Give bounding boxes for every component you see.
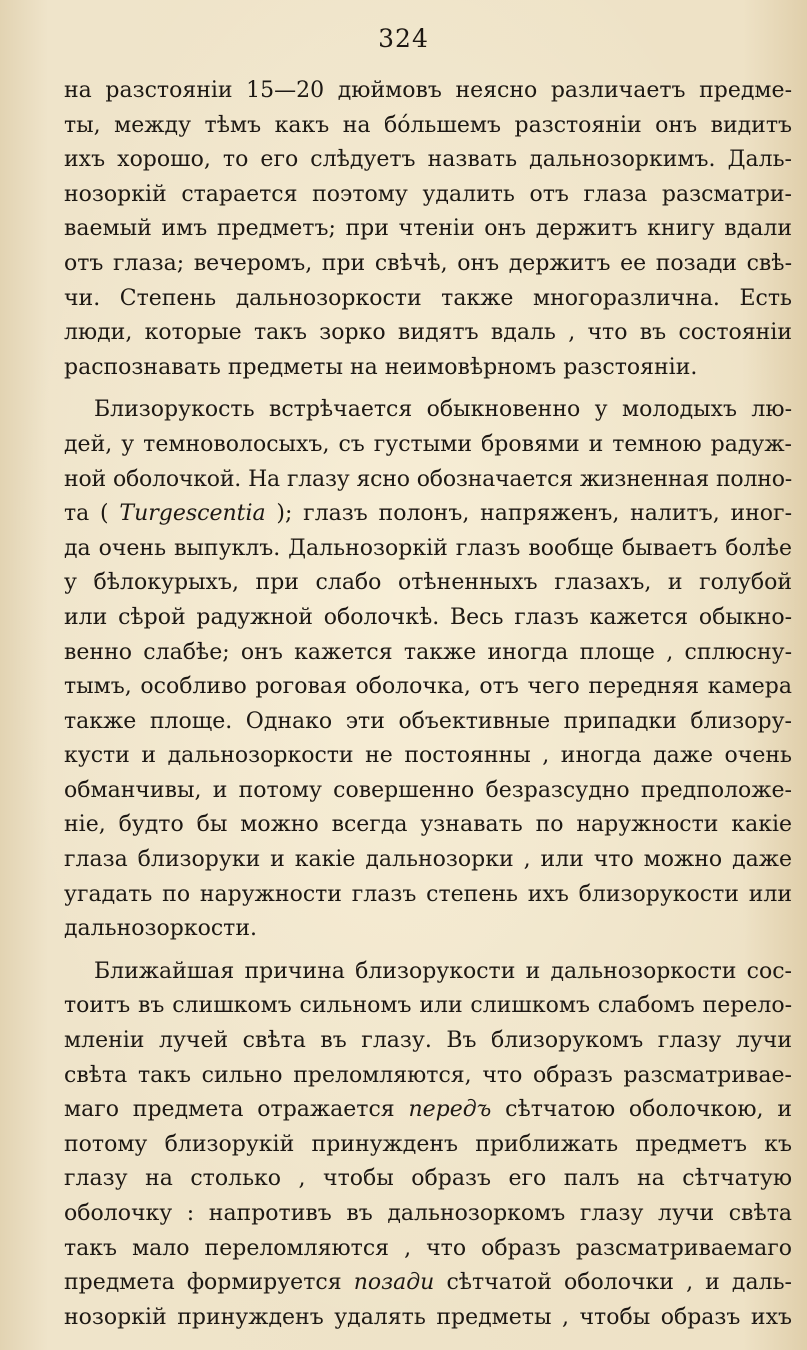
latin-term: Turgescentia (119, 501, 266, 527)
text-line: ты, между тѣмъ какъ на бо́льшемъ разстояніи онъ видитъ (64, 112, 792, 138)
text-line: у бѣлокурыхъ, при слабо отѣненныхъ глазахъ, и голубой (64, 570, 792, 596)
text-line: нозоркій старается поэтому удалить отъ глаза разсматри- (64, 181, 792, 207)
text-line: тымъ, особливо роговая оболочка, отъ чего передняя камера (64, 674, 792, 700)
text-line: отъ глаза; вечеромъ, при свѣчѣ, онъ держитъ ее позади свѣ- (64, 250, 792, 276)
text-line: маго предмета отражается передъ сѣтчатою оболочкою, и (64, 1097, 792, 1123)
text-line: нозоркій принужденъ удалять предметы , чтобы образъ ихъ (64, 1304, 792, 1330)
text-line: чи. Степень дальнозоркости также многоразлична. Есть (64, 285, 792, 311)
text-line: предмета формируется позади сѣтчатой оболочки , и даль- (64, 1270, 792, 1296)
text-line: дальнозоркости. (64, 916, 257, 942)
text-line: потому близорукій принужденъ приближать предметъ къ (64, 1131, 792, 1157)
page-number: 324 (378, 24, 429, 53)
text-line: люди, которые такъ зорко видятъ вдаль , что въ состояніи (64, 320, 792, 346)
text-line: распознавать предметы на неимовѣрномъ разстояніи. (64, 354, 698, 380)
italic-word: передъ (408, 1097, 492, 1123)
text-line: обманчивы, и потому совершенно безразсудно предположе- (64, 777, 792, 803)
text-line: кусти и дальнозоркости не постоянны , иногда даже очень (64, 743, 792, 769)
text-line: или сѣрой радужной оболочкѣ. Весь глазъ кажется обыкно- (64, 604, 792, 630)
text-line: оболочку : напротивъ въ дальнозоркомъ глазу лучи свѣта (64, 1201, 792, 1226)
text-line: та ( Turgescentia ); глазъ полонъ, напряженъ, налитъ, иног- (64, 501, 792, 527)
text-line: глазу на столько , чтобы образъ его палъ на сѣтчатую (64, 1166, 792, 1192)
italic-word: позади (353, 1270, 435, 1296)
text-line: ніе, будто бы можно всегда узнавать по наружности какіе (64, 812, 792, 838)
text-line: ихъ хорошо, то его слѣдуетъ назвать дальнозоркимъ. Даль- (64, 147, 792, 173)
text-line: свѣта такъ сильно преломляются, что образъ разсматривае- (64, 1062, 792, 1088)
text-line: Близорукость встрѣчается обыкновенно у молодыхъ лю- (94, 397, 792, 423)
text-line: дей, у темноволосыхъ, съ густыми бровями и темною радуж- (64, 431, 792, 457)
text-line: тоитъ въ слишкомъ сильномъ или слишкомъ слабомъ перело- (64, 993, 792, 1019)
text-line: угадать по наружности глазъ степень ихъ близорукости или (64, 881, 792, 907)
text-line: венно слабѣе; онъ кажется также иногда площе , сплюсну- (64, 639, 792, 665)
text-line: ной оболочкой. На глазу ясно обозначается жизненная полно- (64, 466, 792, 492)
body-text (64, 74, 792, 1335)
paragraph-3 (64, 955, 792, 1336)
text-line: мленіи лучей свѣта въ глазу. Въ близорукомъ глазу лучи (64, 1028, 792, 1054)
text-line: также площе. Однако эти объективные припадки близору- (64, 708, 792, 734)
text-line: глаза близоруки и какіе дальнозорки , или что можно даже (64, 847, 792, 873)
text-line: да очень выпуклъ. Дальнозоркій глазъ вообще бываетъ болѣе (64, 535, 792, 561)
paragraph-1 (64, 74, 792, 385)
text-line: Ближайшая причина близорукости и дальнозоркости сос- (94, 958, 792, 984)
text-line: ваемый имъ предметъ; при чтеніи онъ держитъ книгу вдали (64, 216, 792, 242)
text-line: такъ мало переломляются , что образъ разсматриваемаго (64, 1235, 792, 1261)
paragraph-2 (64, 393, 792, 947)
text-line: на разстояніи 15—20 дюймовъ неясно различаетъ предме- (64, 78, 792, 103)
